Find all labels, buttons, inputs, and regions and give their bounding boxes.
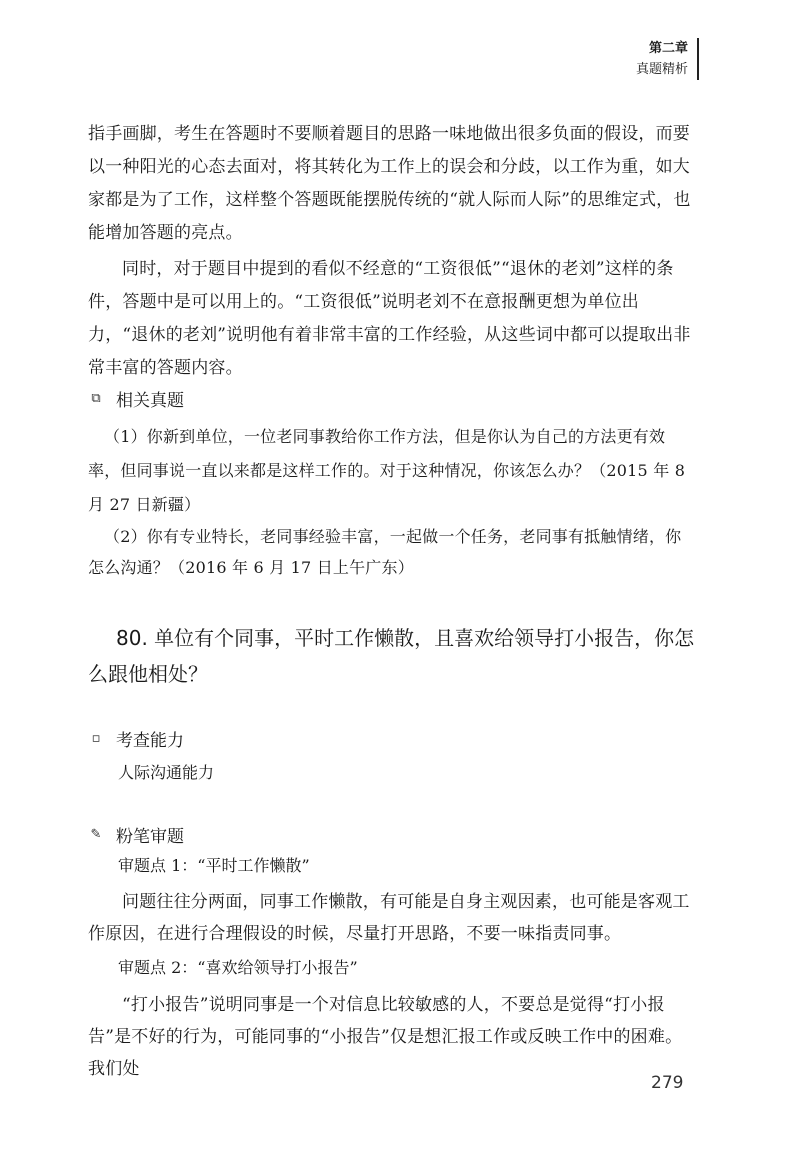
chapter-subtitle: 真题精析 (635, 62, 688, 77)
related-heading (88, 386, 184, 411)
ability-heading (88, 726, 184, 751)
square-icon: ▫ (91, 731, 101, 746)
link-icon: ⧉ (91, 391, 101, 406)
running-header (636, 38, 688, 80)
related-item-2: （2）你有专业特长，老同事经验丰富，一起做一个任务，老同事有抵触情绪，你怎么沟通？（2016 年 6 月 17 日上午广东） (88, 527, 682, 577)
review-point-2-label: 审题点 2：“喜欢给领导打小报告” (118, 958, 358, 977)
review-point-2-text: “打小报告”说明同事是一个对信息比较敏感的人，不要总是觉得“打小报告”是不好的行为，可能同事的“小报告”仅是想汇报工作或反映工作中的困难。我们处 (88, 995, 683, 1079)
review-point-1-text: 问题往往分两面，同事工作懒散，有可能是自身主观因素，也可能是客观工作原因，在进行合理假设的时候，尽量打开思路，不要一味指责同事。 (88, 892, 690, 944)
review-heading (88, 822, 184, 847)
question-text: 单位有个同事，平时工作懒散，且喜欢给领导打小报告，你怎么跟他相处？ (88, 626, 695, 686)
intro-paragraph-2: 同时，对于题目中提到的看似不经意的“工资很低”“退休的老刘”这样的条件，答题中是可以用上的。“工资很低”说明老刘不在意报酬更想为单位出力，“退休的老刘”说明他有着非常丰富的工作经验，从这些词中都可以提取出非常丰富的答题内容。 (88, 259, 691, 378)
pen-icon: ✎ (90, 827, 102, 842)
question-title (88, 620, 698, 692)
review-point-1-label: 审题点 1：“平时工作懒散” (118, 856, 310, 875)
page-number: 279 (651, 1073, 684, 1093)
intro-paragraph-1: 指手画脚，考生在答题时不要顺着题目的思路一味地做出很多负面的假设，而要以一种阳光的心态去面对，将其转化为工作上的误会和分歧，以工作为重，如大家都是为了工作，这样整个答题既能摆脱传统的“就人际而人际”的思维定式，也能增加答题的亮点。 (88, 124, 691, 243)
related-item-1: （1）你新到单位，一位老同事教给你工作方法，但是你认为自己的方法更有效率，但同事说一直以来都是这样工作的。对于这种情况，你该怎么办？（2015 年 8 月 27 日新疆） (88, 427, 686, 514)
chapter-label: 第二章 (648, 41, 688, 56)
header-rule (697, 38, 699, 80)
review-title: 粉笔审题 (116, 827, 184, 847)
ability-content: 人际沟通能力 (118, 763, 215, 782)
ability-title: 考查能力 (116, 731, 184, 751)
question-number: 80. (116, 626, 148, 650)
related-title: 相关真题 (116, 391, 184, 411)
